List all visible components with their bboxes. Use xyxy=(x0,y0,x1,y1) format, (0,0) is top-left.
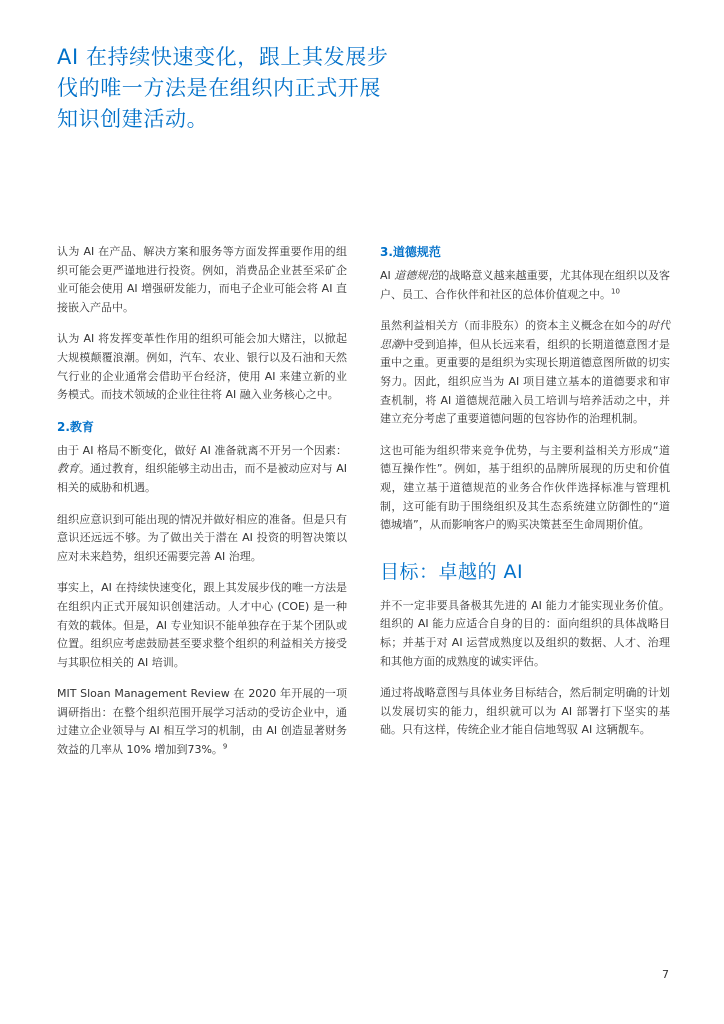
heading-ethics: 3.道德规范 xyxy=(380,245,441,259)
heading-goal: 目标：卓越的 AI xyxy=(380,560,524,583)
paragraph-awareness: 组织应意识到可能出现的情况并做好相应的准备。但是只有意识还远远不够。为了做出关于潜在 AI 投资的明智决策以应对未来趋势，组织还需要完善 AI 治理。 xyxy=(57,512,347,563)
paragraph-capability-fit: 并不一定非要具备极其先进的 AI 能力才能实现业务价值。组织的 AI 能力应适合自身的目的：面向组织的具体战略目标；并基于对 AI 运营成熟度以及组织的数据、人才、治理和其他方面的成熟度的诚实评估。 xyxy=(380,598,670,668)
page-number: 7 xyxy=(662,968,669,981)
paragraph-education-intro: 由于 AI 格局不断变化，做好 AI 准备就离不开另一个因素：教育。通过教育，组织能够主动出击，而不是被动应对与 AI 相关的威胁和机遇。 xyxy=(57,443,348,494)
paragraph-product-investment: 认为 AI 在产品、解决方案和服务等方面发挥重要作用的组织可能会更严谨地进行投资。例如，消费品企业甚至采矿企业可能会使用 AI 增强研发能力，而电子企业可能会将 AI 直接嵌入产品中。 xyxy=(57,245,347,314)
paragraph-ethical-interoperability: 这也可能为组织带来竞争优势，与主要利益相关方形成“道德互操作性”。例如，基于组织的品牌所展现的历史和价值观，建立基于道德规范的业务合作伙伴选择标准与管理机制，这可能有助于围绕组织及其生态系统建立防御性的“道德城墙”，从而影响客户的购买决策甚至生命周期价值。 xyxy=(380,443,670,532)
paragraph-strategic-alignment: 通过将战略意图与具体业务目标结合，然后制定明确的计划以发展切实的能力，组织就可以为 AI 部署打下坚实的基础。只有这样，传统企业才能自信地驾驭 AI 这辆靓车。 xyxy=(380,686,670,737)
paragraph-ethics-intro: AI 道德规范的战略意义越来越重要，尤其体现在组织以及客户、员工、合作伙伴和社区的总体价值观之中。$^{10}$ xyxy=(380,269,671,301)
heading-education: 2.教育 xyxy=(57,419,94,434)
left-column xyxy=(57,243,347,773)
footnote-ref: 9 xyxy=(222,742,228,751)
paragraph-mit-survey: MIT Sloan Management Review 在 2020 年开展的一项调研指出：在整个组织范围开展学习活动的受访企业中，通过建立企业领导与 AI 相互学习的机制，由 AI 创造显著财务效益的几率从 10% 增加到73%。$^9$ xyxy=(57,687,347,757)
right-column xyxy=(380,243,670,753)
paragraph-knowledge-creation: 事实上，AI 在持续快速变化，跟上其发展步伐的唯一方法是在组织内正式开展知识创建活动。人才中心 (COE) 是一种有效的载体。但是，AI 专业知识不能单独存在于某个团队或位置。组织应考虑鼓励甚至要求整个组织的利益相关方接受与其职位相关的 AI 培训。 xyxy=(57,581,347,669)
footnote-ref: 10 xyxy=(611,286,620,295)
paragraph-transformative-role: 认为 AI 将发挥变革性作用的组织可能会加大赌注，以掀起大规模颠覆浪潮。例如，汽车、农业、银行以及石油和天然气行业的企业通常会借助平台经济，使用 AI 来建立新的业务模式。而技术领域的企业往往将 AI 融入业务核心之中。 xyxy=(57,332,347,402)
pull-quote: AI 在持续快速变化，跟上其发展步伐的唯一方法是在组织内正式开展知识创建活动。 xyxy=(57,45,389,131)
paragraph-stakeholder-capitalism: 虽然利益相关方（而非股东）的资本主义概念在如今的时代思潮中受到追捧，但从长远来看，组织的长期道德意图才是重中之重。更重要的是组织为实现长期道德意图所做的切实努力。因此，组织应当为 AI 项目建立基本的道德要求和审查机制，将 AI 道德规范融入员工培训与培养活动之中，并建立充分考虑了重要道德问题的包容协作的治理机制。 xyxy=(380,319,671,426)
